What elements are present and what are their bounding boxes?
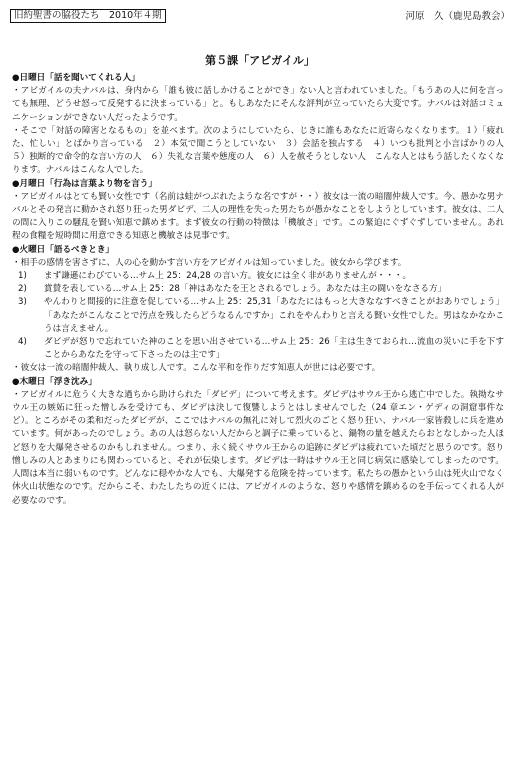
list-item	[12, 296, 504, 336]
sunday-paragraph-2: ・そこで「対話の障害となるもの」を並べます。次のようにしていたら、じきに誰もあなたに近寄らなくなります。１）「疲れた、忙しい」とばかり言っている ２）本気で聞こうとしていない ３）会話を独占する ４）いつも批判と小言ばかりの人 ５）独断的で命令的な言い方の人 ６）失礼な言葉や態度の人 ６）人を赦そうとしない人 こんな人とはもう話したくなくなります。ナバルはこんな人でした。	[12, 125, 513, 176]
list-number: 4)	[18, 337, 27, 348]
list-number: 1)	[18, 271, 27, 282]
sunday-paragraph-1: ・アビガイルの夫ナバルは、身内から「誰も彼に話しかけることができ」ない人と言われていました。「もうあの人に何を言っても無理、どうせ怒って反発するに決まっている」と。もしあなたにそんな評判が立っていたら大変です。ナバルは対話コミュニケーションができない人だったようです。	[12, 86, 504, 123]
tuesday-heading: ●火曜日「語るべきとき」	[12, 244, 115, 255]
thursday-heading: ●木曜日「浮き沈み」	[12, 376, 97, 387]
lesson-body	[12, 72, 513, 508]
lesson-title: 第５課「アビガイル」	[205, 54, 315, 67]
list-item	[12, 336, 504, 362]
author-label: 河原 久（鹿児島教会）	[405, 11, 510, 22]
sunday-heading: ●日曜日「話を聞いてくれる人」	[12, 73, 140, 83]
series-label: 旧約聖書の脇役たち 2010年４期	[10, 9, 166, 23]
monday-heading: ●月曜日「行為は言葉より物を言う」	[12, 178, 157, 189]
list-number: 2)	[18, 284, 27, 295]
thursday-paragraph-1: ・アビガイルに危うく大きな過ちから助けられた「ダビデ」について考えます。ダビデはサウル王から逃亡中でした。執拗なサウル王の嫉妬に狂った憎しみを受けても、ダビデは決して復讐しようとはしませんでした（24 章エン・ゲディの洞窟事件など）。ところがその柔和だったダビデが、ここではナバルの無礼に対して烈火のごとく怒り狂い、ナバル一家皆殺しに兵を進めています。何があったのでしょう。あの人は怒らない人だからと調子に乗っていると、鍋物の量を越えたらおとなしかった人ほど怒りを大爆発させるのかもしれません。つまり、永く続くサウル王からの追跡にダビデは疲れていた頃だと思うのです。怒り憎しみの人とあまりにも関わっていると、それが伝染します。ダビデは一時はサウル王と同じ病気に感染してしまったのです。人間は本当に弱いものです。どんなに穏やかな人でも、大爆発する危険を持っています。私たちの愚かという山は死火山でなく休火山状態なのです。だからこそ、わたしたちの近くには、アビガイルのような、怒りや感情を鎮めるのを手伝ってくれる人が必要なのです。	[12, 389, 504, 506]
list-text: ダビデが怒りで忘れていた神のことを思い出させている…サム上 25：26「主は生きておられ…流血の災いに手を下すことからあなたを守って下さったのは主です」	[44, 337, 504, 361]
list-item	[12, 270, 504, 283]
tuesday-outro: ・彼女は一流の暗闇仲裁人、執り成し人です。こんな平和を作りだす知恵人が世には必要です。	[12, 363, 381, 374]
list-text: まず謙遜にわびている…サム上 25：24,28 の言い方。彼女には全く非がありませんが・・・。	[44, 271, 412, 282]
document-header	[10, 6, 512, 26]
list-item	[12, 283, 504, 296]
list-number: 3)	[18, 297, 27, 308]
list-text: 賞賛を表している…サム上 25：28「神はあなたを王とされるでしょう。あなたは主の闘いをなさる方」	[44, 284, 447, 295]
monday-paragraph-1: ・アビガイルはとても賢い女性です（名前は蛙がつぶれたような名ですが・・）彼女は一流の暗闇仲裁人です。今、愚かな男ナバルとその発言に動かされ怒り狂った男ダビデ、二人の理性を失った男たちが愚かなことをしようとしています。彼女は、二人の間に入りこの騒乱を賢い知恵で鎮めます。まず彼女の行動の特徴は「機敏さ」です。この緊迫にぐずぐずしていません。あれ程の食糧を短時間に用意できる知恵と機敏さは見事です。	[12, 191, 504, 242]
tuesday-intro: ・相手の感情を害さずに、人の心を動かす言い方をアビガイルは知っていました。彼女から学びます。	[12, 257, 407, 268]
list-text: やんわりと間接的に注意を促している…サム上 25：25,31「あなたにはもっと大きななすべきことがおありでしょう」「あなたがこんなことで汚点を残したらどうなるんですか」これをやんわりと言える賢い女性でした。男はなかなかこうは言えません。	[44, 297, 504, 334]
